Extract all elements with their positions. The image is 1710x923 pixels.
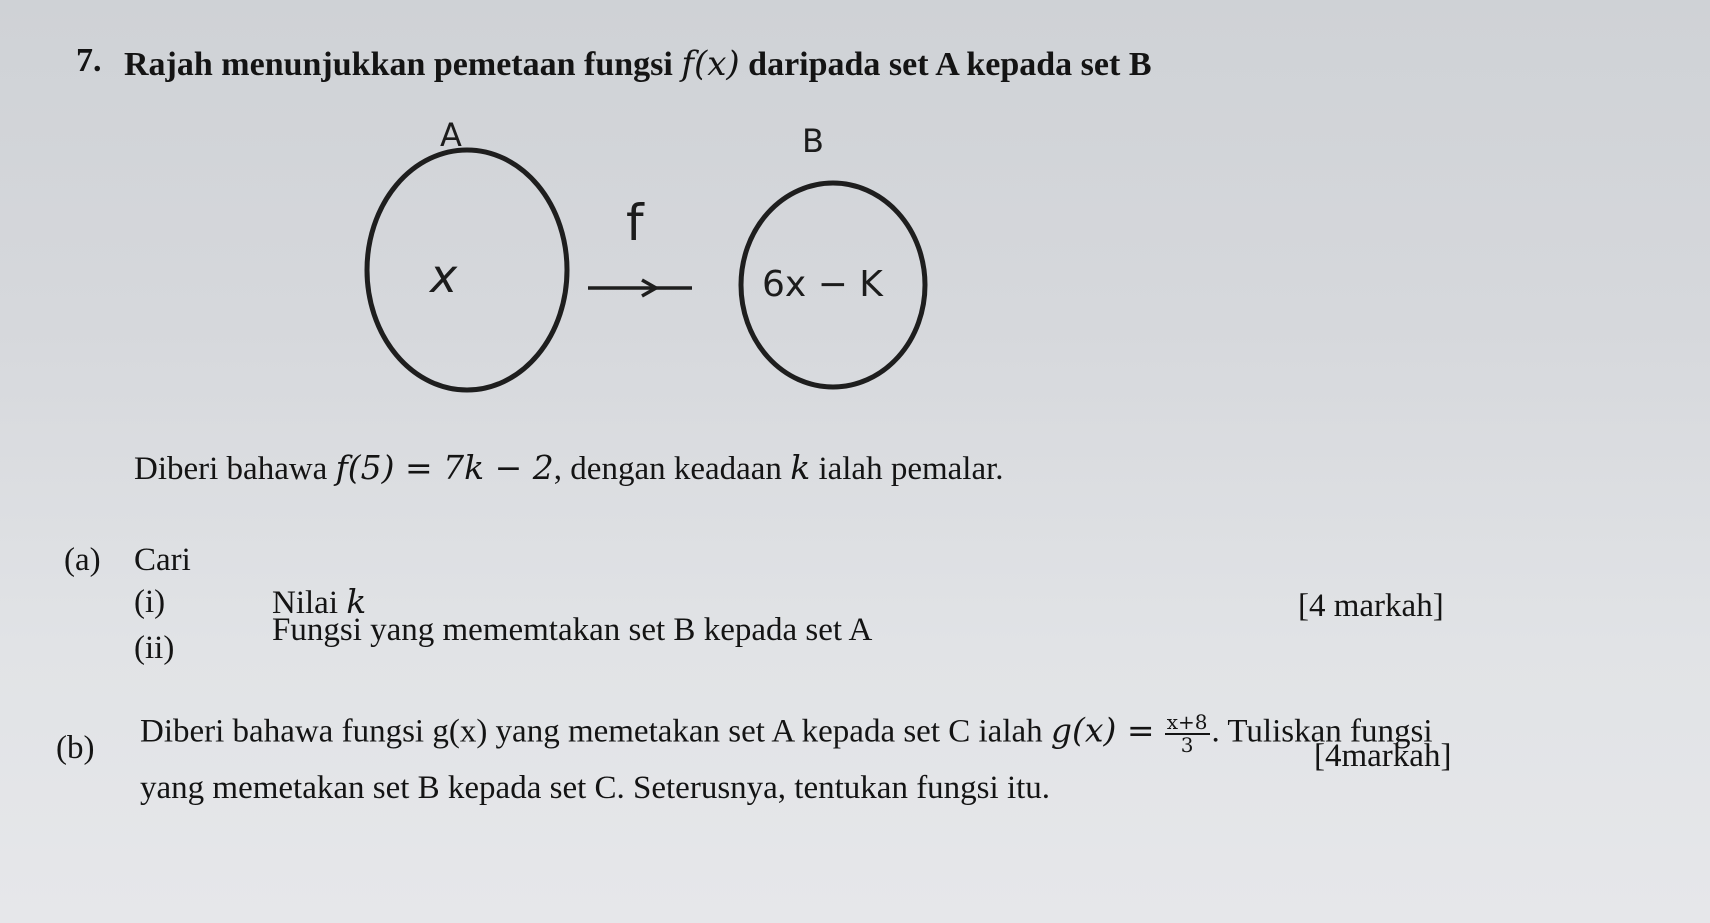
fraction-denominator: 3: [1180, 733, 1194, 757]
title-text-end: daripada set A kepada set B: [739, 46, 1152, 83]
arrow-label-f: f: [626, 194, 644, 252]
part-a-heading: Cari: [134, 542, 191, 578]
part-b-text-end: . Tuliskan fungsi: [1211, 713, 1433, 750]
part-b-line-2: yang memetakan set B kepada set C. Seterusnya, tentukan fungsi itu.: [140, 770, 1051, 806]
part-a-ii-text: Fungsi yang mememtakan set B kepada set A: [272, 612, 873, 648]
title-text-start: Rajah menunjukkan pemetaan fungsi: [124, 46, 682, 83]
part-b-marks: [4markah]: [1314, 738, 1452, 774]
part-b-gx: g(x) =: [1050, 710, 1155, 750]
question-number: 7.: [76, 42, 102, 79]
set-b-label: B: [802, 122, 824, 160]
part-a-i-label: Nilai: [272, 585, 347, 621]
set-a-element: x: [430, 249, 458, 303]
set-a-oval: [367, 150, 567, 390]
given-equation: f(5) = 7k − 2: [335, 448, 554, 487]
given-statement: [134, 450, 1004, 487]
fraction-numerator: x+8: [1166, 710, 1208, 734]
part-b-fraction: [1165, 712, 1210, 756]
given-constant: k: [790, 448, 811, 487]
part-a-label: (a): [64, 542, 101, 578]
set-a-label: A: [440, 116, 462, 154]
title-function: f(x): [681, 44, 740, 84]
part-a-marks: [4 markah]: [1298, 588, 1444, 624]
part-a-i-variable: k: [346, 582, 367, 621]
part-a-ii-number: (ii): [134, 630, 175, 666]
part-b-line-1: [140, 712, 1433, 756]
part-a-i-number: (i): [134, 584, 166, 620]
part-b-label: (b): [56, 730, 95, 766]
given-text-end: ialah pemalar.: [810, 451, 1004, 487]
given-text-mid: , dengan keadaan: [553, 451, 791, 487]
given-text-start: Diberi bahawa: [134, 451, 336, 487]
set-b-element: 6x − K: [762, 264, 883, 305]
part-b-text-start: Diberi bahawa fungsi g(x) yang memetakan set A kepada set C ialah: [140, 713, 1051, 750]
